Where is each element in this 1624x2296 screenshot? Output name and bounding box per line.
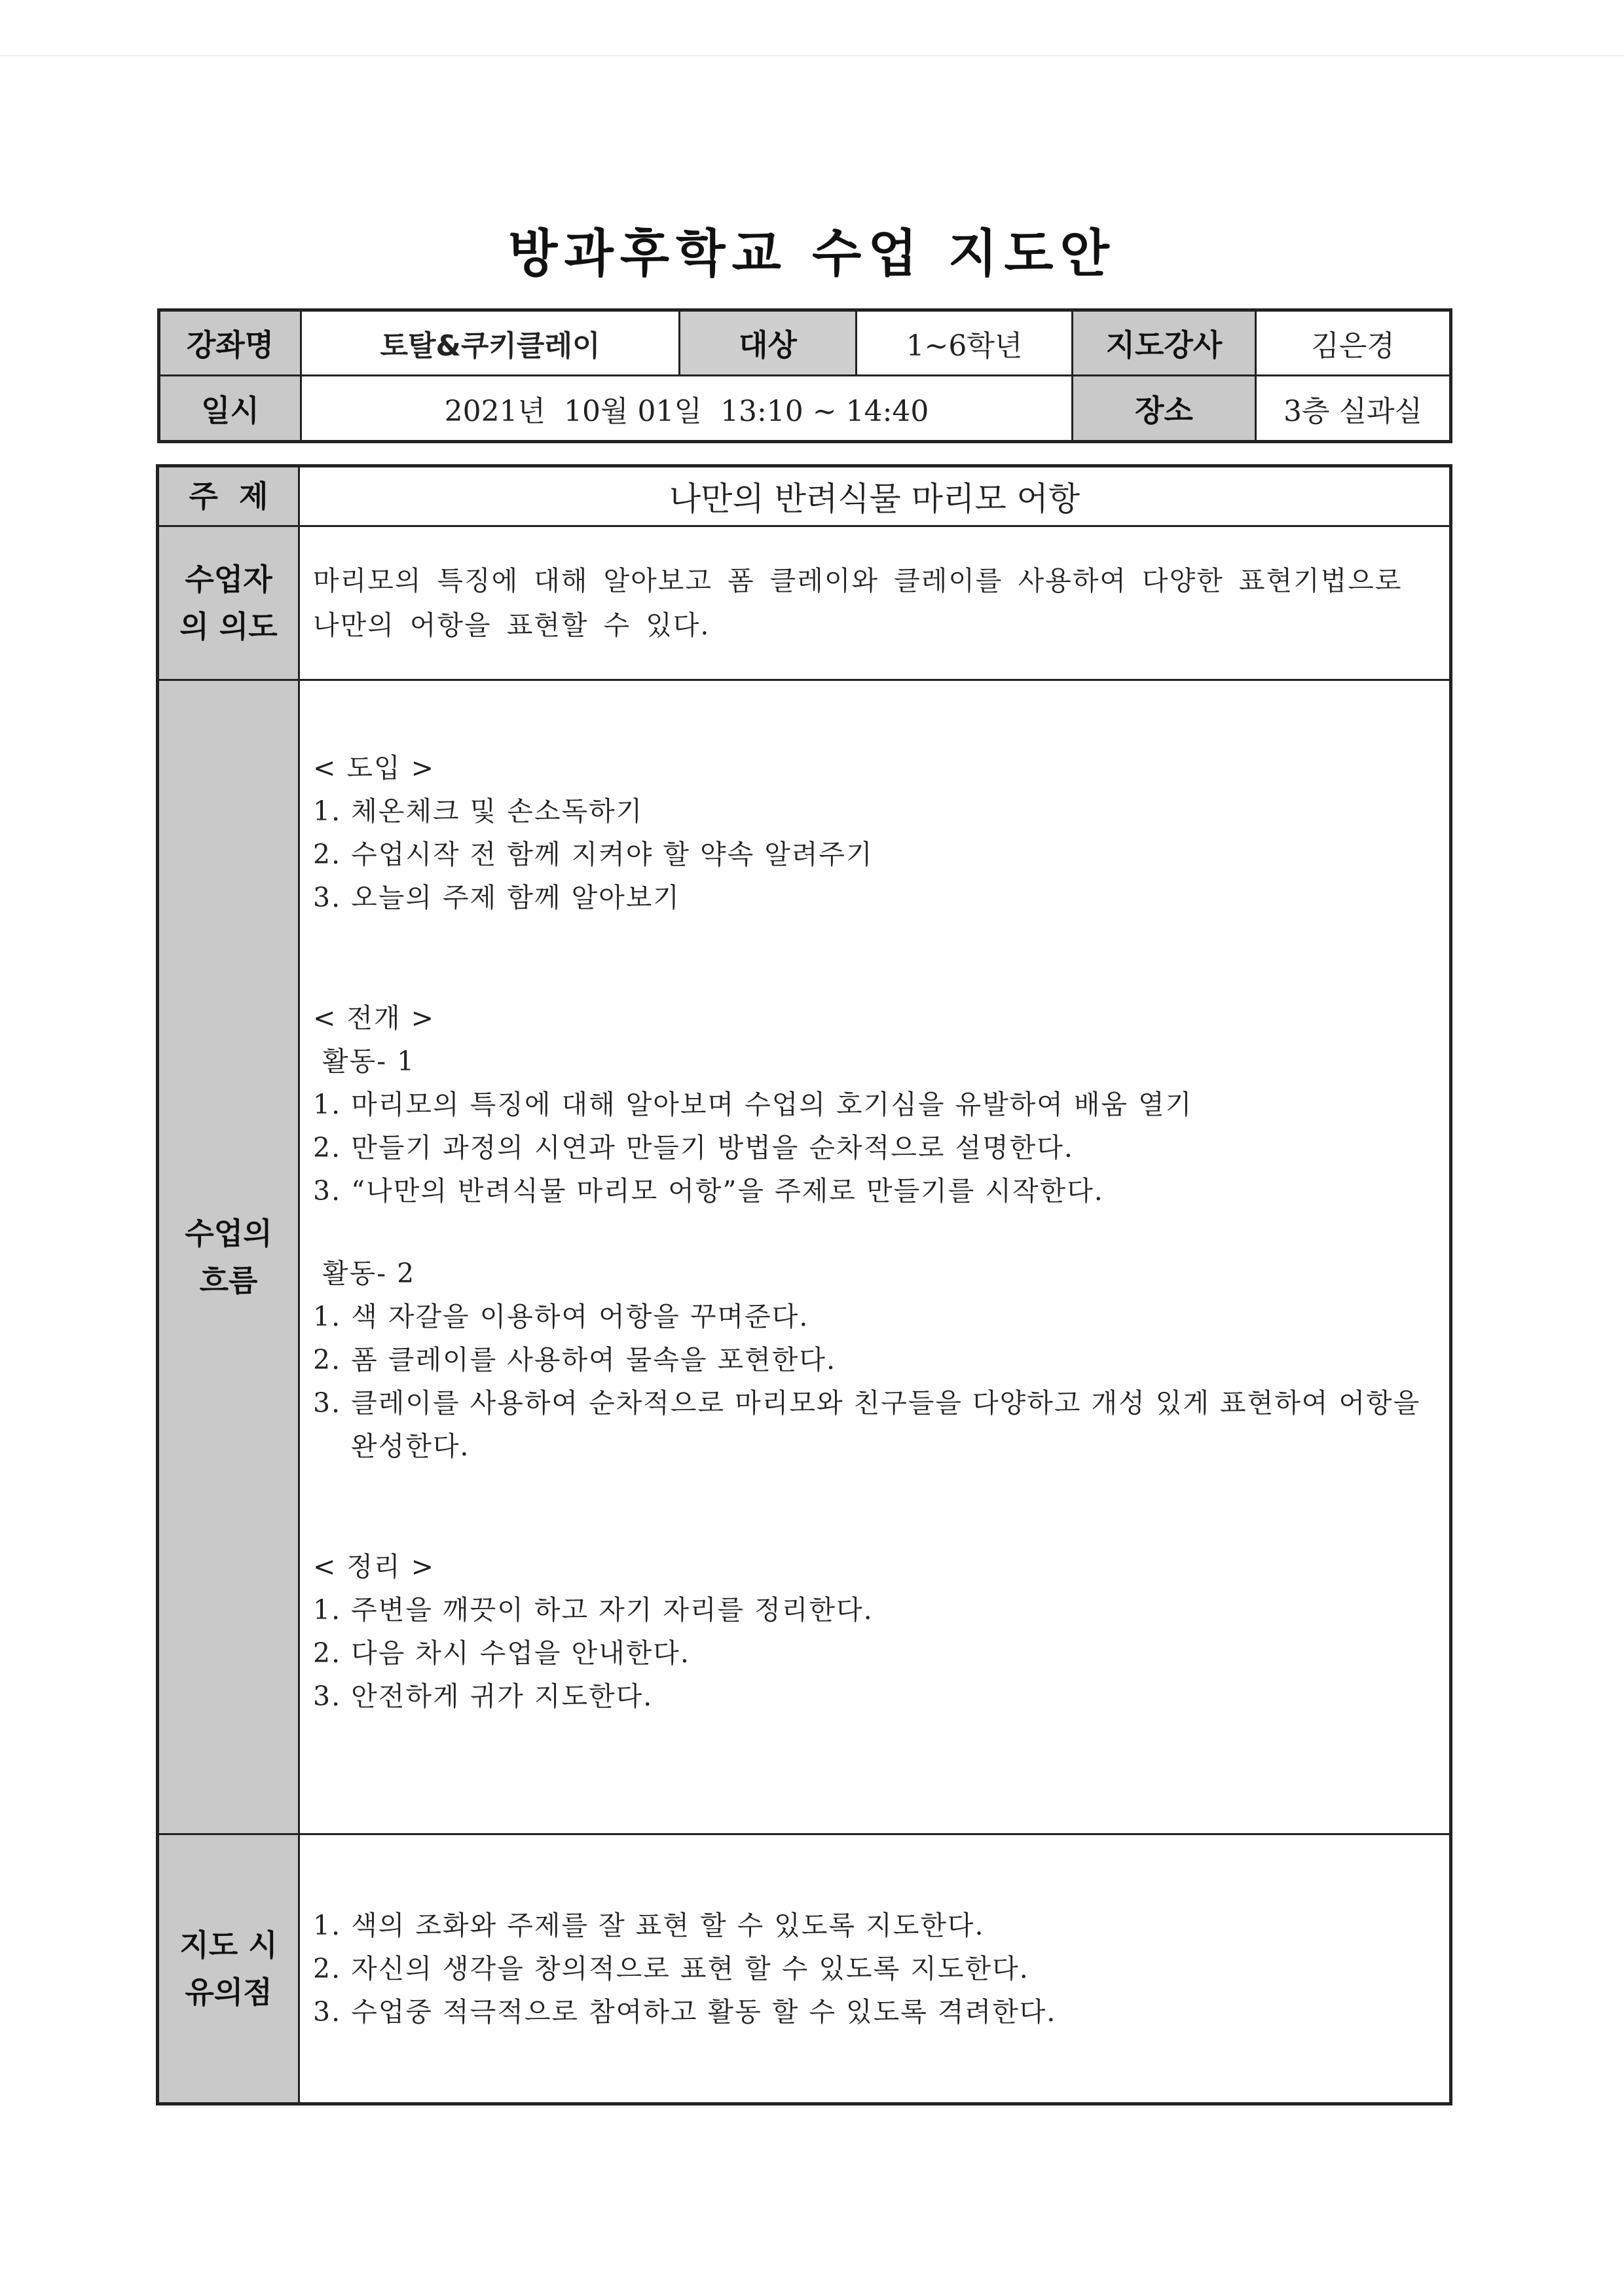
intent-label <box>158 526 299 680</box>
intent-label-line1: 수업자 <box>185 562 272 597</box>
intent-row <box>158 526 1451 680</box>
cautions-row <box>158 1834 1451 2104</box>
wrapup-item: 1. 주변을 깨끗이 하고 자기 자리를 정리한다. <box>313 1594 874 1626</box>
info-table <box>157 308 1452 443</box>
page-top-rule <box>0 55 1624 56</box>
wrapup-item: 2. 다음 차시 수업을 안내한다. <box>313 1637 690 1669</box>
info-row-course <box>159 310 1451 376</box>
info-row-datetime <box>159 376 1451 442</box>
wrapup-heading: < 정리 > <box>313 1551 435 1582</box>
document-title: 방과후학교 수업 지도안 <box>508 225 1116 283</box>
activity1-item: 1. 마리모의 특징에 대해 알아보며 수업의 호기심을 유발하여 배움 열기 <box>313 1089 1193 1120</box>
caution-item: 1. 색의 조화와 주제를 잘 표현 할 수 있도록 지도한다. <box>313 1910 985 1941</box>
course-label: 강좌명 <box>159 310 301 376</box>
topic-value: 나만의 반려식물 마리모 어항 <box>299 466 1451 526</box>
spacer <box>313 1468 1436 1545</box>
development-heading: < 전개 > <box>313 1002 435 1034</box>
activity2-title: 활동- 2 <box>322 1258 416 1289</box>
intro-item: 1. 체온체크 및 손소독하기 <box>313 795 644 827</box>
activity1-item: 2. 만들기 과정의 시연과 만들기 방법을 순차적으로 설명한다. <box>313 1132 1074 1163</box>
target-label: 대상 <box>680 310 857 376</box>
lesson-plan-table <box>156 464 1452 2105</box>
spacer <box>313 1212 1436 1252</box>
spacer <box>313 919 1436 996</box>
flow-row <box>158 680 1451 1834</box>
activity1-title: 활동- 1 <box>322 1046 416 1077</box>
location-value: 3층 실과실 <box>1256 376 1451 442</box>
course-value: 토탈&쿠키클레이 <box>301 310 680 376</box>
instructor-label: 지도강사 <box>1073 310 1256 376</box>
flow-label <box>158 680 299 1834</box>
caution-item: 3. 수업중 적극적으로 참여하고 활동 할 수 있도록 격려한다. <box>313 1996 1057 2028</box>
target-value: 1~6학년 <box>857 310 1073 376</box>
intro-heading: < 도입 > <box>313 752 435 784</box>
cautions-content <box>299 1834 1451 2104</box>
intro-item: 3. 오늘의 주제 함께 알아보기 <box>313 882 680 913</box>
flow-label-line2: 흐름 <box>199 1263 258 1298</box>
location-label: 장소 <box>1073 376 1256 442</box>
activity2-item: 1. 색 자갈을 이용하여 어항을 꾸며준다. <box>313 1301 809 1332</box>
activity1-item: 3. “나만의 반려식물 마리모 어항”을 주제로 만들기를 시작한다. <box>313 1175 1104 1207</box>
intent-label-line2: 의 의도 <box>179 609 278 644</box>
activity2-item: 2. 폼 클레이를 사용하여 물속을 포현한다. <box>313 1344 837 1376</box>
datetime-label: 일시 <box>159 376 301 442</box>
cautions-label-line1: 지도 시 <box>179 1927 278 1963</box>
activity2-item: 3. 클레이를 사용하여 순차적으로 마리모와 친구들을 다양하고 개성 있게 표현하여 어항을 완성한다. <box>313 1387 1421 1462</box>
intent-text: 마리모의 특징에 대해 알아보고 폼 클레이와 클레이를 사용하여 다양한 표현기법으로 나만의 어항을 표현할 수 있다. <box>299 526 1451 680</box>
intro-item: 2. 수업시작 전 함께 지켜야 할 약속 알려주기 <box>313 839 874 870</box>
topic-label: 주 제 <box>158 466 299 526</box>
datetime-value: 2021년 10월 01일 13:10 ~ 14:40 <box>301 376 1073 442</box>
wrapup-item: 3. 안전하게 귀가 지도한다. <box>313 1681 654 1712</box>
cautions-label <box>158 1834 299 2104</box>
topic-row <box>158 466 1451 526</box>
flow-content <box>299 680 1451 1834</box>
flow-label-line1: 수업의 <box>185 1216 272 1251</box>
caution-item: 2. 자신의 생각을 창의적으로 표현 할 수 있도록 지도한다. <box>313 1953 1029 1984</box>
instructor-value: 김은경 <box>1256 310 1451 376</box>
cautions-label-line2: 유의점 <box>185 1975 272 2010</box>
